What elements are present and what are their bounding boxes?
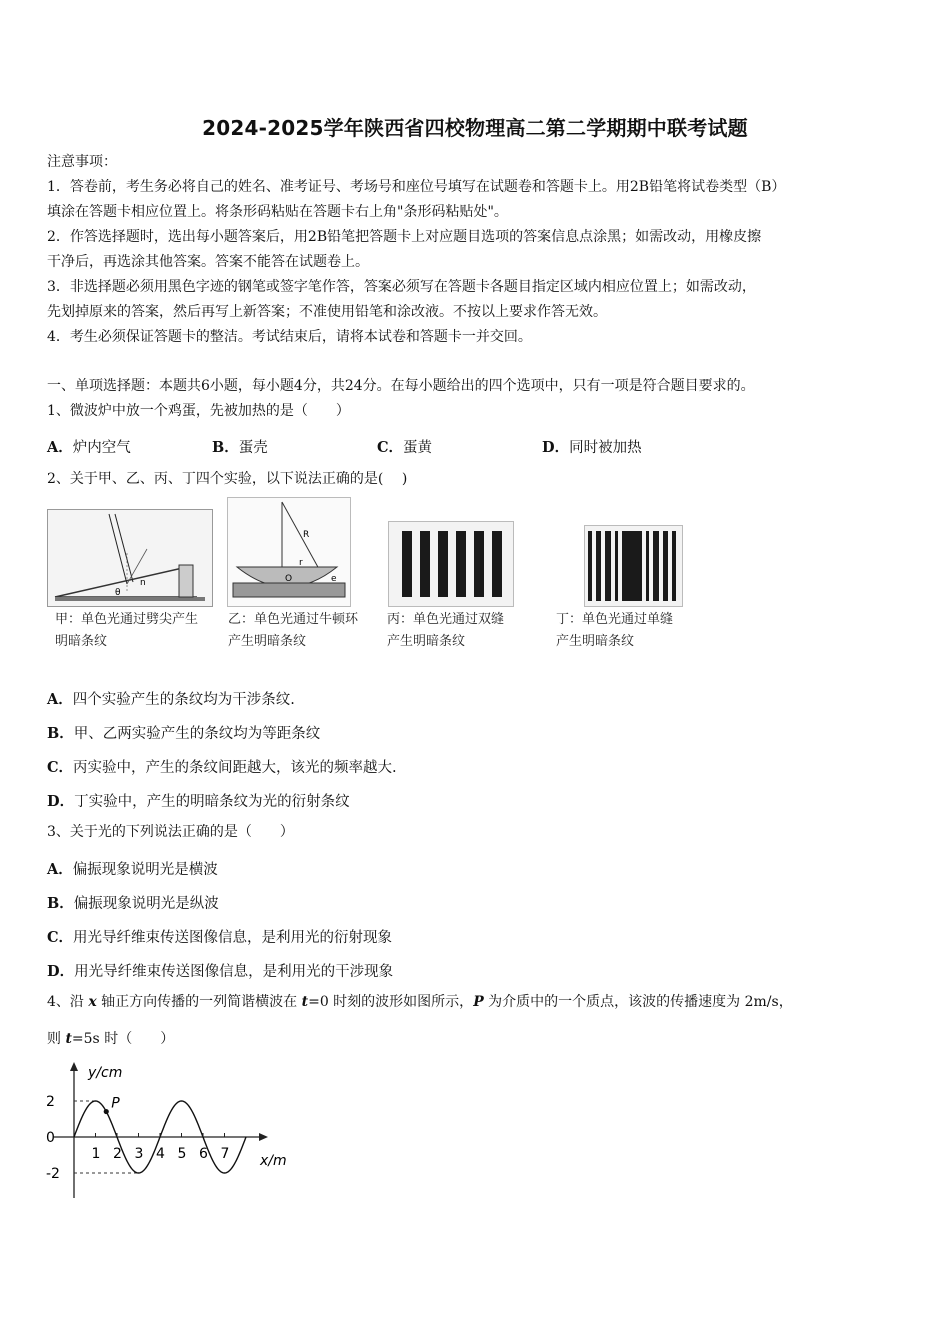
q1-option-b[interactable]: B．蛋壳 xyxy=(212,439,268,456)
q2-option-b[interactable]: B．甲、乙两实验产生的条纹均为等距条纹 xyxy=(47,725,321,742)
theta-label: θ xyxy=(115,588,121,598)
q3-option-a[interactable]: A．偏振现象说明光是横波 xyxy=(47,861,218,878)
notice-line: 先划掉原来的答案，然后再写上新答案；不准使用铅笔和涂改液。不按以上要求作答无效。 xyxy=(47,304,607,320)
x-tick-label: 5 xyxy=(177,1146,187,1162)
single-slit-fringes xyxy=(584,525,683,607)
y-axis-label: y/cm xyxy=(88,1065,123,1081)
q1-option-d[interactable]: D．同时被加热 xyxy=(542,439,642,456)
question-1-stem: 1、微波炉中放一个鸡蛋，先被加热的是（ ） xyxy=(47,403,350,419)
question-3-stem: 3、关于光的下列说法正确的是（ ） xyxy=(47,824,294,840)
q3-option-c[interactable]: C．用光导纤维束传送图像信息，是利用光的衍射现象 xyxy=(47,929,393,946)
point-p-label: P xyxy=(111,1095,120,1112)
wedge-figure xyxy=(47,509,213,607)
question-4-stem: 4、沿 x 轴正方向传播的一列简谐横波在 t=0 时刻的波形如图所示，P 为介质中的一个质点，该波的传播速度为 2m/s， xyxy=(47,994,793,1010)
question-4-stem-line2: 则 t=5s 时（ ） xyxy=(47,1031,175,1047)
figure-caption-bing: 丙：单色光通过双缝 产生明暗条纹 xyxy=(387,612,505,649)
notice-line: 4．考生必须保证答题卡的整洁。考试结束后，请将本试卷和答题卡一并交回。 xyxy=(47,329,532,345)
q2-option-d[interactable]: D．丁实验中，产生的明暗条纹为光的衍射条纹 xyxy=(47,793,350,810)
figure-caption-yi: 乙：单色光通过牛顿环 产生明暗条纹 xyxy=(228,612,359,649)
y-axis-arrow xyxy=(70,1062,78,1071)
notice-line: 2．作答选择题时，选出每小题答案后，用2B铅笔把答题卡上对应题目选项的答案信息点涂黑；如需改动，用橡皮擦 xyxy=(47,229,762,245)
newton-ring-figure xyxy=(227,497,351,607)
r-small-label: r xyxy=(299,558,303,568)
figure-caption-jia: 甲：单色光通过劈尖产生 明暗条纹 xyxy=(55,612,199,649)
y-tick-label: 0 xyxy=(46,1130,55,1146)
x-tick-label: 2 xyxy=(113,1146,122,1162)
question-2-stem: 2、关于甲、乙、丙、丁四个实验，以下说法正确的是( ) xyxy=(47,471,408,487)
q3-option-b[interactable]: B．偏振现象说明光是纵波 xyxy=(47,895,219,912)
x-tick-label: 4 xyxy=(156,1146,165,1162)
section-heading: 一、单项选择题：本题共6小题，每小题4分，共24分。在每小题给出的四个选项中，只有一项是符合题目要求的。 xyxy=(47,378,755,394)
notice-line: 1．答卷前，考生务必将自己的姓名、准考证号、考场号和座位号填写在试题卷和答题卡上。用2B铅笔将试卷类型（B） xyxy=(47,179,786,195)
q2-option-a[interactable]: A．四个实验产生的条纹均为干涉条纹. xyxy=(47,691,295,708)
y-tick-label: -2 xyxy=(46,1166,60,1182)
notice-line: 干净后，再选涂其他答案。答案不能答在试题卷上。 xyxy=(47,254,369,270)
x-tick-label: 6 xyxy=(199,1146,208,1162)
figure-caption-ding: 丁：单色光通过单缝 产生明暗条纹 xyxy=(556,612,674,649)
q3-option-d[interactable]: D．用光导纤维束传送图像信息，是利用光的干涉现象 xyxy=(47,963,394,980)
q2-option-c[interactable]: C．丙实验中，产生的条纹间距越大，该光的频率越大. xyxy=(47,759,397,776)
x-axis-arrow xyxy=(259,1133,268,1141)
notice-heading: 注意事项： xyxy=(47,154,117,170)
wave-graph xyxy=(40,1058,300,1208)
n-label: n xyxy=(140,578,146,588)
x-axis-label: x/m xyxy=(260,1153,287,1169)
x-tick-label: 1 xyxy=(91,1146,101,1162)
notice-line: 填涂在答题卡相应位置上。将条形码粘贴在答题卡右上角"条形码粘贴处"。 xyxy=(47,204,508,220)
double-slit-fringes xyxy=(388,521,514,607)
point-p-marker xyxy=(104,1109,109,1114)
r-big-label: R xyxy=(303,530,310,540)
q1-option-a[interactable]: A．炉内空气 xyxy=(47,439,131,456)
o-label: O xyxy=(285,574,293,584)
y-tick-label: 2 xyxy=(46,1094,55,1110)
x-tick-label: 7 xyxy=(220,1146,230,1162)
notice-line: 3．非选择题必须用黑色字迹的钢笔或签字笔作答，答案必须写在答题卡各题目指定区域内相应位置上；如需改动， xyxy=(47,279,756,295)
q1-option-c[interactable]: C．蛋黄 xyxy=(377,439,433,456)
page-title: 2024-2025学年陕西省四校物理高二第二学期期中联考试题 xyxy=(202,116,748,140)
x-tick-label: 3 xyxy=(134,1146,144,1162)
e-label: e xyxy=(331,574,337,584)
